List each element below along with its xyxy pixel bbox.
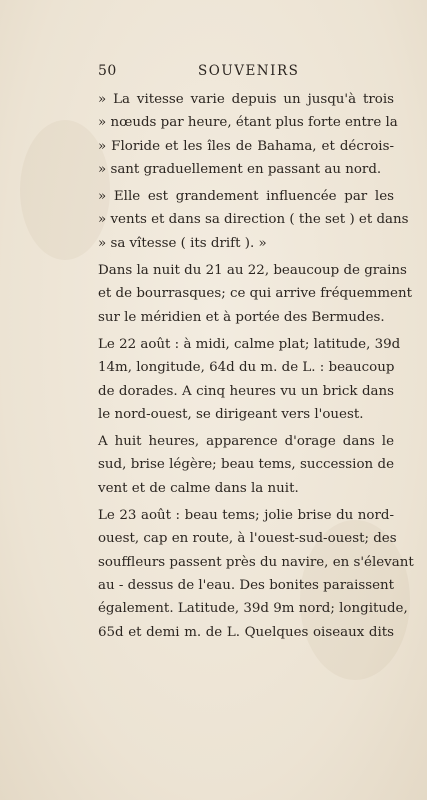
text-line: 65d et demi m. de L. Quelques oiseaux dits [98,624,394,640]
text-line: ouest, cap en route, à l'ouest-sud-ouest; des [98,531,397,547]
body-text [98,88,414,644]
paragraph [98,430,394,500]
text-line: et de bourrasques; ce qui arrive fréquemment [98,286,412,302]
paragraph [98,88,398,181]
text-line: de dorades. A cinq heures vu un brick dans [98,383,394,399]
text-line: également. Latitude, 39d 9m nord; longitude, [98,601,408,617]
text-line: » sant graduellement en passant au nord. [98,161,382,177]
text-line: » Floride et les îles de Bahama, et décrois- [98,138,394,154]
text-line: vent et de calme dans la nuit. [98,480,299,496]
text-line: » La vitesse varie depuis un jusqu'à trois [98,92,394,107]
text-line: souffleurs passent près du navire, en s'élevant [98,554,414,570]
running-title: SOUVENIRS [198,63,300,79]
text-line: A huit heures, apparence d'orage dans le [98,434,394,450]
text-line: sud, brise légère; beau tems, succession de [98,457,394,473]
text-line: Le 23 août : beau tems; jolie brise du nord- [98,508,394,524]
text-line: sur le méridien et à portée des Bermudes. [98,309,385,325]
text-line: » sa vîtesse ( its drift ). » [98,235,267,251]
paper-stain [20,120,110,260]
text-line: » Elle est grandement influencée par les [98,189,394,205]
text-line: le nord-ouest, se dirigeant vers l'ouest. [98,406,364,422]
paragraph [98,504,414,644]
text-line: Dans la nuit du 21 au 22, beaucoup de grains [98,263,407,279]
page-header [98,63,394,81]
text-line: au - dessus de l'eau. Des bonites paraissent [98,577,395,593]
text-line: Le 22 août : à midi, calme plat; latitude, 39d [98,336,401,352]
paragraph [98,333,401,426]
paragraph [98,259,412,329]
paragraph [98,185,409,255]
text-line: » nœuds par heure, étant plus forte entre la [98,115,398,131]
text-line: » vents et dans sa direction ( the set ) et dans [98,212,409,228]
text-line: 14m, longitude, 64d du m. de L. : beaucoup [98,360,395,376]
page-number: 50 [98,63,117,79]
